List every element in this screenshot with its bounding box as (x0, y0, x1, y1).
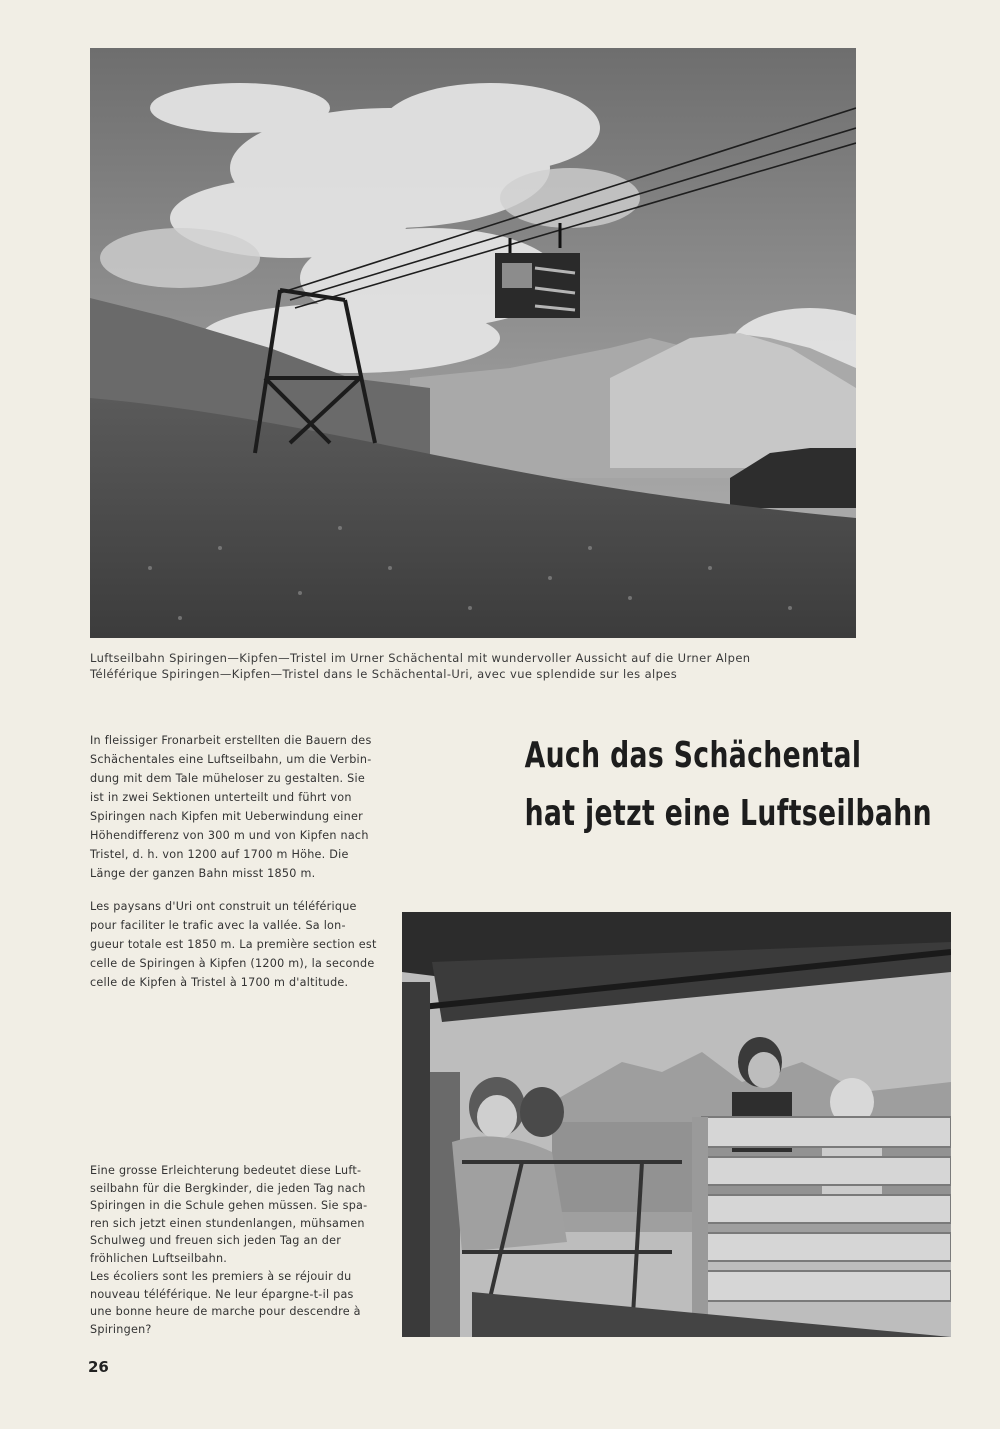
paragraph-line: ren sich jetzt einen stundenlangen, mühsamen (90, 1216, 365, 1230)
paragraph-line: gueur totale est 1850 m. La première section est (90, 938, 377, 951)
paragraph-line: nouveau téléférique. Ne leur épargne-t-il pas (90, 1287, 354, 1301)
paragraph-line: Schächentales eine Luftseilbahn, um die Verbin- (90, 753, 372, 766)
paragraph-line: seilbahn für die Bergkinder, die jeden Tag nach (90, 1181, 366, 1195)
article-title-line-1: Auch das Schächental (524, 735, 862, 776)
caption-line-german: Luftseilbahn Spiringen—Kipfen—Tristel im Urner Schächental mit wundervoller Aussicht auf die Urner Alpen (90, 651, 751, 665)
paragraph-line: ist in zwei Sektionen unterteilt und führt von (90, 791, 352, 804)
paragraph-line: Schulweg und freuen sich jeden Tag an der (90, 1234, 342, 1247)
paragraph-line: Tristel, d. h. von 1200 auf 1700 m Höhe. Die (90, 848, 349, 861)
paragraph-german-2 (90, 1162, 380, 1267)
cable-car-landscape-image (90, 48, 856, 638)
paragraph-line: pour faciliter le trafic avec la vallée. Sa lon- (90, 919, 346, 932)
paragraph-line: celle de Spiringen à Kipfen (1200 m), la seconde (90, 957, 375, 970)
paragraph-french-2 (90, 1268, 380, 1338)
caption-line-french: Téléférique Spiringen—Kipfen—Tristel dans le Schächental-Uri, avec vue splendide sur les alpes (90, 667, 678, 681)
article-title (524, 727, 932, 843)
paragraph-line: Länge der ganzen Bahn misst 1850 m. (90, 867, 316, 880)
cable-car-landscape-photo (90, 48, 856, 638)
paragraph-line: une bonne heure de marche pour descendre à (90, 1305, 361, 1318)
page-number: 26 (88, 1358, 109, 1376)
photo-caption (90, 650, 870, 682)
paragraph-line: Spiringen? (90, 1322, 152, 1336)
paragraph-line: In fleissiger Fronarbeit erstellten die Bauern des (90, 734, 372, 747)
paragraph-line: fröhlichen Luftseilbahn. (90, 1251, 228, 1265)
paragraph-line: celle de Kipfen à Tristel à 1700 m d'altitude. (90, 976, 349, 989)
paragraph-line: Spiringen nach Kipfen mit Ueberwindung einer (90, 810, 363, 823)
article-title-line-2: hat jetzt eine Luftseilbahn (524, 793, 932, 834)
paragraph-line: Les paysans d'Uri ont construit un téléférique (90, 900, 357, 913)
paragraph-line: Spiringen in die Schule gehen müssen. Sie spa- (90, 1199, 368, 1212)
children-in-cable-car-photo (402, 912, 951, 1337)
paragraph-german (90, 731, 380, 883)
paragraph-french (90, 897, 380, 992)
paragraph-line: Eine grosse Erleichterung bedeutet diese Luft- (90, 1164, 362, 1177)
children-in-cable-car-image (402, 912, 951, 1337)
paragraph-line: Höhendifferenz von 300 m und von Kipfen nach (90, 829, 369, 842)
paragraph-line: dung mit dem Tale müheloser zu gestalten. Sie (90, 772, 365, 785)
paragraph-line: Les écoliers sont les premiers à se réjouir du (90, 1270, 352, 1283)
